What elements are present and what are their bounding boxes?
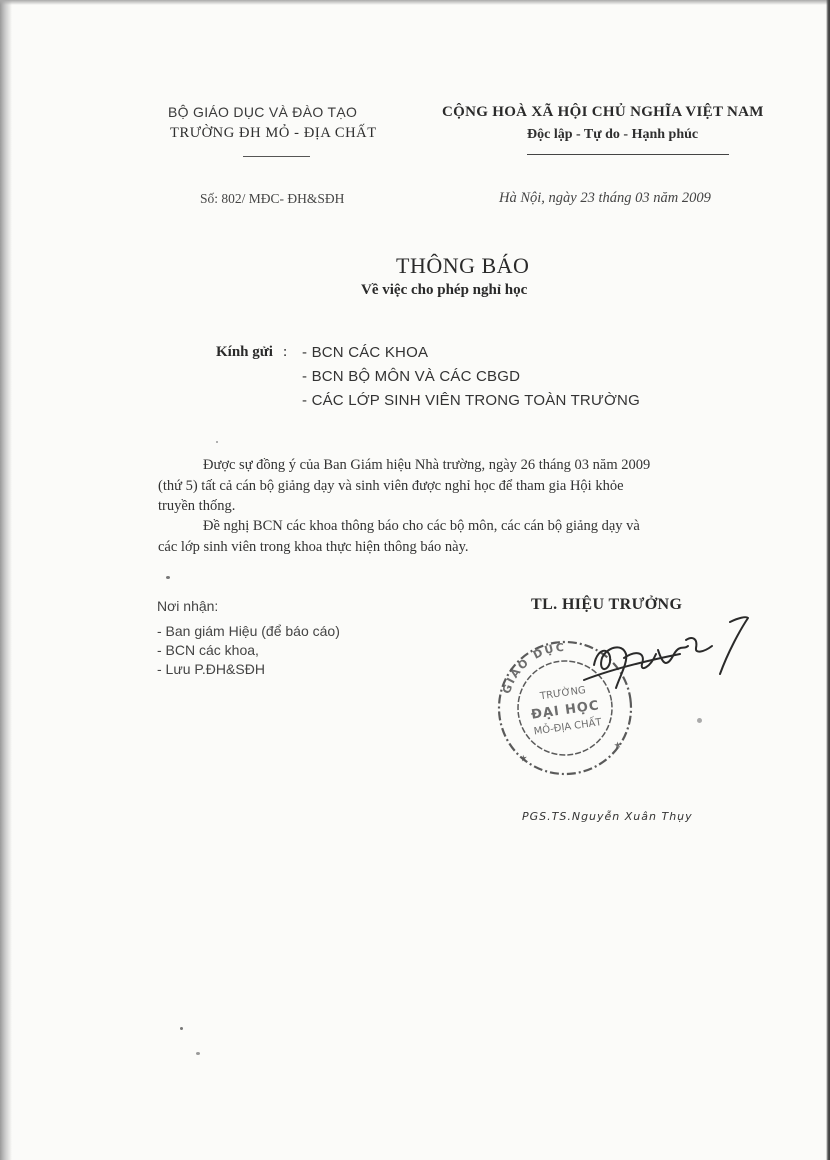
document-number: Số: 802/ MĐC- ĐH&SĐH: [200, 191, 345, 206]
scan-speck: [196, 1052, 200, 1055]
body-paragraph-2-line-2: các lớp sinh viên trong khoa thực hiện thông báo này.: [158, 539, 469, 555]
scan-speck: [697, 718, 702, 723]
national-motto: Độc lập - Tự do - Hạnh phúc: [527, 127, 699, 142]
distribution-item: - BCN các khoa,: [157, 642, 259, 658]
distribution-item: - Ban giám Hiệu (để báo cáo): [157, 623, 340, 639]
stamp-star: ★: [519, 753, 529, 765]
signer-name-text: PGS.TS.Nguyễn Xuân Thụy: [522, 810, 693, 823]
body-paragraph-1-line-2: (thứ 5) tất cả cán bộ giảng dạy và sinh viên được nghỉ học để tham gia Hội khỏe: [158, 478, 624, 494]
stamp-line-1: TRƯỜNG: [539, 684, 587, 703]
recipients-colon: :: [283, 344, 288, 360]
school-name: TRƯỜNG ĐH MỎ - ĐỊA CHẤT: [170, 125, 377, 141]
recipients-label: Kính gửi: [216, 344, 273, 360]
body-paragraph-1-line-3: truyền thống.: [158, 498, 236, 514]
signature-graphic: [580, 610, 760, 700]
distribution-item: - Lưu P.ĐH&SĐH: [157, 661, 265, 677]
header-left-rule: [243, 156, 310, 157]
national-title: CỘNG HOÀ XÃ HỘI CHỦ NGHĨA VIỆT NAM: [442, 104, 764, 120]
document-title: THÔNG BÁO: [396, 253, 530, 278]
recipient-item: - BCN CÁC KHOA: [302, 344, 429, 361]
distribution-label: Nơi nhận:: [157, 598, 219, 614]
recipient-item: - BCN BỘ MÔN VÀ CÁC CBGD: [302, 368, 521, 385]
document-date: Hà Nội, ngày 23 tháng 03 năm 2009: [499, 190, 711, 206]
body-paragraph-1-line-1: Được sự đồng ý của Ban Giám hiệu Nhà trường, ngày 26 tháng 03 năm 2009: [203, 457, 651, 473]
scan-edge-top: [0, 0, 830, 5]
scan-speck: [180, 1027, 183, 1030]
recipient-item: - CÁC LỚP SINH VIÊN TRONG TOÀN TRƯỜNG: [302, 392, 640, 409]
scan-edge-right: [826, 0, 830, 1160]
body-paragraph-2-line-1: Đề nghị BCN các khoa thông báo cho các bộ môn, các cán bộ giảng dạy và: [203, 518, 640, 534]
stamp-star: ★: [613, 740, 623, 752]
signer-name-graphic: [520, 790, 770, 835]
signer-name: [520, 790, 770, 835]
scan-speck: [216, 441, 218, 443]
document-subtitle: Về việc cho phép nghỉ học: [361, 282, 528, 298]
ministry-name: BỘ GIÁO DỤC VÀ ĐÀO TẠO: [168, 104, 358, 120]
scan-speck: [166, 576, 170, 579]
header-right-rule: [527, 154, 729, 155]
scan-edge-left: [0, 0, 12, 1160]
stamp-line-3: MỎ-ĐỊA CHẤT: [533, 717, 603, 738]
stamp-line-2: ĐẠI HỌC: [530, 698, 601, 723]
signature-title: TL. HIỆU TRƯỞNG: [531, 596, 683, 613]
handwritten-signature: [580, 610, 760, 700]
stamp-outer-text: GIÁO DỤC: [499, 640, 567, 696]
